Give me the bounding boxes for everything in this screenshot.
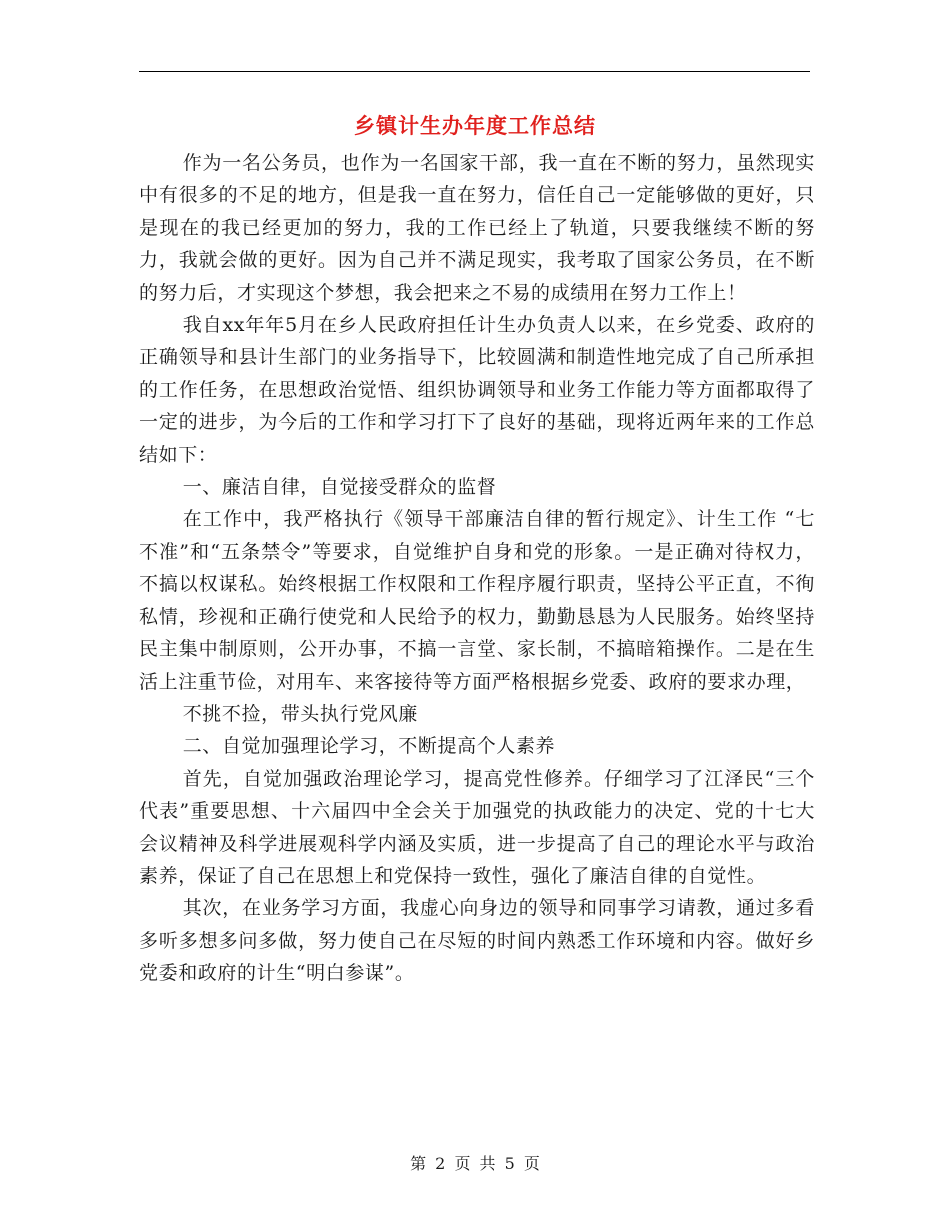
paragraph: 在工作中，我严格执行《领导干部廉洁自律的暂行规定》、计生工作 “七不准”和“五条禁令”等要求，自觉维护自身和党的形象。一是正确对待权力，不搞以权谋私。始终根据工作权限和工作程序履行职责，坚持公平正直，不徇私情，珍视和正确行使党和人民给予的权力，勤勤恳恳为人民服务。始终坚持民主集中制原则，公开办事，不搞一言堂、家长制，不搞暗箱操作。二是在生活上注重节俭，对用车、来客接待等方面严格根据乡党委、政府的要求办理， <box>139 508 815 693</box>
paragraph: 首先，自觉加强政治理论学习，提高党性修养。仔细学习了江泽民“三个代表”重要思想、十六届四中全会关于加强党的执政能力的决定、党的十七大会议精神及科学进展观科学内涵及实质，进一步提高了自己的理论水平与政治素养，保证了自己在思想上和党保持一致性，强化了廉洁自律的自觉性。 <box>139 767 815 887</box>
section-heading: 一、廉洁自律，自觉接受群众的监督 <box>182 476 497 499</box>
paragraph: 我自xx年年5月在乡人民政府担任计生办负责人以来，在乡党委、政府的正确领导和县计生部门的业务指导下，比较圆满和制造性地完成了自己所承担的工作任务，在思想政治觉悟、组织协调领导和业务工作能力等方面都取得了一定的进步，为今后的工作和学习打下了良好的基础，现将近两年来的工作总结如下： <box>139 314 815 466</box>
section-heading: 二、自觉加强理论学习，不断提高个人素养 <box>182 735 556 758</box>
paragraph: 不挑不捡，带头执行党风廉 <box>182 702 418 725</box>
paragraph: 作为一名公务员，也作为一名国家干部，我一直在不断的努力，虽然现实中有很多的不足的地方，但是我一直在努力，信任自己一定能够做的更好，只是现在的我已经更加的努力，我的工作已经上了轨道，只要我继续不断的努力，我就会做的更好。因为自己并不满足现实，我考取了国家公务员，在不断的努力后，才实现这个梦想，我会把来之不易的成绩用在努力工作上！ <box>139 152 815 304</box>
paragraph: 其次，在业务学习方面，我虚心向身边的领导和同事学习请教，通过多看多听多想多问多做，努力使自己在尽短的时间内熟悉工作环境和内容。做好乡党委和政府的计生“明白参谋”。 <box>139 897 815 985</box>
document-body <box>139 147 815 990</box>
header-rule <box>139 71 810 72</box>
page-number: 第 2 页 共 5 页 <box>410 1154 540 1173</box>
document-title: 乡镇计生办年度工作总结 <box>354 114 596 138</box>
